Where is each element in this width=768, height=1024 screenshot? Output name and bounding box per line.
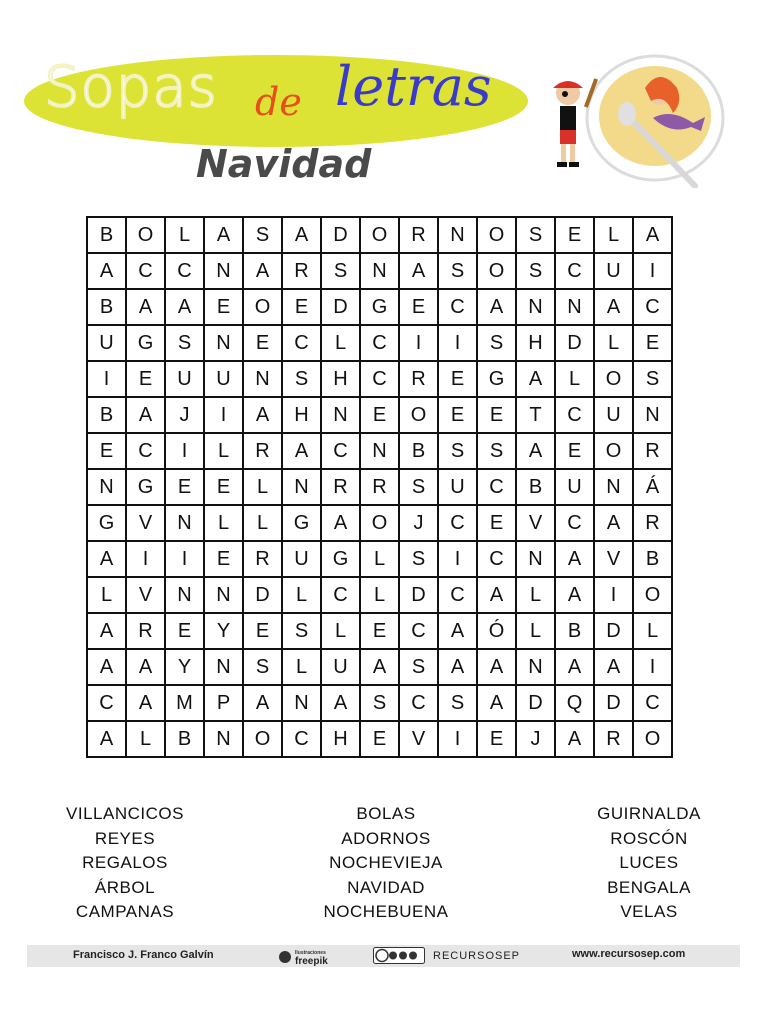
grid-cell: N — [360, 253, 399, 289]
grid-cell: E — [633, 325, 672, 361]
grid-cell: E — [555, 217, 594, 253]
grid-cell: S — [399, 649, 438, 685]
grid-cell: S — [243, 217, 282, 253]
grid-cell: N — [204, 577, 243, 613]
grid-cell: E — [438, 397, 477, 433]
grid-cell: C — [360, 325, 399, 361]
grid-cell: L — [555, 361, 594, 397]
grid-cell: E — [360, 613, 399, 649]
grid-cell: A — [204, 217, 243, 253]
grid-cell: E — [204, 289, 243, 325]
grid-cell: N — [87, 469, 126, 505]
footer-website-link[interactable]: www.recursosep.com — [572, 948, 686, 960]
grid-cell: C — [282, 325, 321, 361]
grid-cell: I — [399, 325, 438, 361]
grid-cell: C — [555, 253, 594, 289]
grid-cell: L — [87, 577, 126, 613]
grid-cell: A — [87, 649, 126, 685]
grid-cell: E — [243, 325, 282, 361]
word-item: ADORNOS — [341, 828, 431, 848]
grid-cell: G — [282, 505, 321, 541]
grid-cell: N — [555, 289, 594, 325]
grid-cell: N — [516, 541, 555, 577]
grid-cell: C — [438, 505, 477, 541]
grid-cell: E — [555, 433, 594, 469]
grid-cell: O — [126, 217, 165, 253]
grid-cell: I — [633, 649, 672, 685]
grid-cell: O — [243, 721, 282, 757]
grid-cell: B — [399, 433, 438, 469]
footer-brand: RECURSOSEP — [433, 950, 521, 962]
grid-cell: D — [594, 685, 633, 721]
grid-cell: O — [633, 721, 672, 757]
grid-cell: E — [165, 613, 204, 649]
grid-cell: H — [282, 397, 321, 433]
grid-cell: A — [126, 289, 165, 325]
grid-cell: O — [594, 361, 633, 397]
grid-cell: O — [594, 433, 633, 469]
grid-row — [87, 253, 672, 289]
grid-row — [87, 649, 672, 685]
creative-commons-icon — [373, 947, 425, 964]
footer-author: Francisco J. Franco Galvín — [73, 949, 214, 961]
grid-cell: L — [360, 541, 399, 577]
grid-cell: C — [321, 577, 360, 613]
grid-cell: E — [399, 289, 438, 325]
grid-cell: E — [477, 505, 516, 541]
grid-cell: A — [126, 685, 165, 721]
grid-row — [87, 577, 672, 613]
word-column-2 — [276, 802, 496, 925]
grid-row — [87, 505, 672, 541]
grid-cell: S — [477, 325, 516, 361]
grid-cell: L — [126, 721, 165, 757]
grid-cell: R — [399, 361, 438, 397]
grid-cell: L — [204, 433, 243, 469]
grid-cell: C — [282, 721, 321, 757]
word-column-1 — [15, 802, 235, 925]
grid-cell: G — [126, 325, 165, 361]
word-item: NOCHEVIEJA — [329, 853, 443, 872]
grid-cell: S — [399, 541, 438, 577]
grid-cell: J — [399, 505, 438, 541]
grid-row — [87, 721, 672, 757]
grid-cell: A — [87, 541, 126, 577]
grid-cell: R — [633, 433, 672, 469]
grid-cell: Q — [555, 685, 594, 721]
grid-cell: V — [126, 505, 165, 541]
grid-cell: O — [243, 289, 282, 325]
grid-cell: B — [87, 397, 126, 433]
grid-cell: U — [165, 361, 204, 397]
grid-row — [87, 613, 672, 649]
grid-cell: A — [87, 613, 126, 649]
page-subtitle: Navidad — [196, 142, 372, 186]
grid-cell: L — [282, 649, 321, 685]
grid-cell: H — [516, 325, 555, 361]
grid-cell: U — [204, 361, 243, 397]
grid-cell: N — [204, 649, 243, 685]
grid-cell: S — [399, 469, 438, 505]
grid-cell: A — [516, 433, 555, 469]
word-item: REYES — [94, 828, 156, 848]
grid-cell: I — [165, 433, 204, 469]
grid-cell: C — [126, 253, 165, 289]
grid-row — [87, 397, 672, 433]
word-item: BENGALA — [607, 877, 691, 897]
grid-row — [87, 541, 672, 577]
grid-cell: A — [321, 505, 360, 541]
grid-cell: V — [516, 505, 555, 541]
grid-cell: Y — [165, 649, 204, 685]
grid-cell: S — [282, 613, 321, 649]
grid-cell: R — [594, 721, 633, 757]
grid-cell: Á — [633, 469, 672, 505]
grid-cell: C — [555, 397, 594, 433]
freepik-logo — [277, 946, 347, 966]
grid-cell: V — [594, 541, 633, 577]
grid-cell: O — [477, 253, 516, 289]
grid-cell: S — [165, 325, 204, 361]
grid-cell: Y — [204, 613, 243, 649]
grid-cell: L — [516, 613, 555, 649]
grid-cell: N — [594, 469, 633, 505]
grid-cell: I — [438, 541, 477, 577]
grid-cell: D — [321, 217, 360, 253]
grid-cell: A — [594, 649, 633, 685]
grid-cell: L — [360, 577, 399, 613]
grid-cell: I — [165, 541, 204, 577]
grid-cell: H — [321, 361, 360, 397]
grid-cell: B — [87, 289, 126, 325]
grid-cell: G — [87, 505, 126, 541]
grid-cell: L — [165, 217, 204, 253]
word-item: GUIRNALDA — [597, 804, 701, 823]
grid-cell: O — [360, 505, 399, 541]
grid-cell: P — [204, 685, 243, 721]
grid-cell: A — [555, 577, 594, 613]
grid-cell: A — [594, 505, 633, 541]
grid-cell: S — [477, 433, 516, 469]
grid-cell: E — [360, 721, 399, 757]
grid-cell: S — [282, 361, 321, 397]
grid-cell: O — [477, 217, 516, 253]
grid-cell: I — [438, 721, 477, 757]
word-item: VELAS — [620, 902, 678, 921]
grid-cell: B — [555, 613, 594, 649]
grid-cell: A — [126, 649, 165, 685]
grid-cell: E — [438, 361, 477, 397]
grid-cell: U — [594, 253, 633, 289]
grid-cell: D — [516, 685, 555, 721]
grid-cell: N — [204, 325, 243, 361]
grid-cell: N — [438, 217, 477, 253]
word-item: REGALOS — [82, 853, 168, 872]
grid-cell: N — [165, 577, 204, 613]
grid-row — [87, 289, 672, 325]
grid-cell: M — [165, 685, 204, 721]
grid-cell: D — [321, 289, 360, 325]
grid-cell: A — [126, 397, 165, 433]
grid-cell: C — [399, 613, 438, 649]
grid-cell: R — [282, 253, 321, 289]
grid-cell: I — [438, 325, 477, 361]
word-item: ÁRBOL — [94, 877, 156, 897]
title-sopas: Sopas — [44, 55, 218, 120]
grid-cell: A — [87, 721, 126, 757]
grid-cell: A — [282, 433, 321, 469]
grid-cell: N — [282, 685, 321, 721]
grid-cell: E — [165, 469, 204, 505]
grid-cell: L — [594, 217, 633, 253]
grid-cell: D — [555, 325, 594, 361]
grid-cell: S — [360, 685, 399, 721]
grid-cell: A — [633, 217, 672, 253]
grid-cell: O — [633, 577, 672, 613]
grid-cell: N — [165, 505, 204, 541]
grid-cell: C — [360, 361, 399, 397]
freepik-text: freepik — [295, 956, 328, 966]
grid-cell: B — [633, 541, 672, 577]
grid-cell: U — [321, 649, 360, 685]
grid-cell: A — [594, 289, 633, 325]
grid-cell: A — [165, 289, 204, 325]
grid-cell: N — [243, 361, 282, 397]
grid-cell: A — [399, 253, 438, 289]
grid-cell: E — [477, 397, 516, 433]
grid-row — [87, 217, 672, 253]
grid-cell: N — [204, 253, 243, 289]
grid-cell: R — [399, 217, 438, 253]
grid-cell: R — [243, 433, 282, 469]
grid-cell: L — [516, 577, 555, 613]
grid-cell: U — [555, 469, 594, 505]
grid-cell: L — [282, 577, 321, 613]
word-item: ROSCÓN — [610, 828, 688, 848]
grid-cell: L — [321, 613, 360, 649]
grid-cell: R — [243, 541, 282, 577]
grid-cell: A — [360, 649, 399, 685]
grid-cell: I — [87, 361, 126, 397]
grid-cell: S — [438, 685, 477, 721]
grid-cell: L — [204, 505, 243, 541]
grid-cell: S — [243, 649, 282, 685]
grid-cell: N — [321, 397, 360, 433]
word-item: CAMPANAS — [75, 902, 175, 921]
grid-row — [87, 433, 672, 469]
grid-cell: A — [87, 253, 126, 289]
grid-cell: B — [516, 469, 555, 505]
grid-cell: E — [477, 721, 516, 757]
title-letras: letras — [335, 55, 492, 118]
word-item: BOLAS — [356, 804, 416, 823]
grid-cell: C — [399, 685, 438, 721]
grid-cell: T — [516, 397, 555, 433]
grid-row — [87, 361, 672, 397]
grid-cell: N — [516, 649, 555, 685]
grid-cell: B — [87, 217, 126, 253]
grid-cell: A — [477, 289, 516, 325]
grid-row — [87, 325, 672, 361]
grid-cell: R — [321, 469, 360, 505]
grid-cell: E — [87, 433, 126, 469]
grid-cell: C — [633, 289, 672, 325]
grid-cell: V — [399, 721, 438, 757]
grid-cell: I — [204, 397, 243, 433]
grid-cell: N — [282, 469, 321, 505]
grid-cell: L — [243, 505, 282, 541]
grid-cell: D — [594, 613, 633, 649]
grid-cell: L — [633, 613, 672, 649]
grid-cell: N — [633, 397, 672, 433]
word-item: NAVIDAD — [347, 877, 425, 897]
grid-cell: A — [243, 397, 282, 433]
grid-cell: H — [321, 721, 360, 757]
grid-cell: N — [516, 289, 555, 325]
grid-cell: D — [399, 577, 438, 613]
title-de: de — [255, 80, 302, 124]
grid-cell: L — [594, 325, 633, 361]
grid-cell: R — [360, 469, 399, 505]
grid-cell: J — [165, 397, 204, 433]
grid-cell: S — [321, 253, 360, 289]
grid-cell: C — [87, 685, 126, 721]
grid-cell: Ó — [477, 613, 516, 649]
letter-grid — [86, 216, 673, 758]
grid-cell: G — [477, 361, 516, 397]
grid-cell: G — [126, 469, 165, 505]
grid-cell: A — [477, 649, 516, 685]
grid-cell: A — [243, 253, 282, 289]
grid-cell: J — [516, 721, 555, 757]
grid-cell: U — [438, 469, 477, 505]
grid-cell: E — [204, 469, 243, 505]
grid-cell: E — [282, 289, 321, 325]
word-item: VILLANCICOS — [66, 804, 184, 823]
grid-cell: I — [594, 577, 633, 613]
grid-cell: A — [438, 649, 477, 685]
grid-cell: A — [555, 541, 594, 577]
grid-cell: L — [321, 325, 360, 361]
grid-cell: C — [477, 469, 516, 505]
grid-cell: L — [243, 469, 282, 505]
grid-cell: S — [438, 433, 477, 469]
grid-cell: C — [126, 433, 165, 469]
grid-cell: U — [87, 325, 126, 361]
word-column-3 — [539, 802, 759, 925]
grid-cell: O — [399, 397, 438, 433]
grid-cell: U — [282, 541, 321, 577]
grid-cell: E — [360, 397, 399, 433]
grid-cell: C — [555, 505, 594, 541]
grid-cell: A — [477, 577, 516, 613]
kids-soup-illustration — [535, 48, 745, 188]
grid-cell: S — [516, 253, 555, 289]
footer-bar — [27, 945, 740, 967]
grid-cell: C — [165, 253, 204, 289]
grid-cell: R — [126, 613, 165, 649]
grid-cell: C — [477, 541, 516, 577]
grid-cell: C — [438, 289, 477, 325]
grid-cell: C — [321, 433, 360, 469]
grid-cell: V — [126, 577, 165, 613]
grid-cell: N — [360, 433, 399, 469]
grid-cell: O — [360, 217, 399, 253]
grid-cell: E — [243, 613, 282, 649]
freepik-small-text: Ilustraciones — [295, 950, 326, 956]
grid-cell: N — [204, 721, 243, 757]
grid-cell: A — [321, 685, 360, 721]
grid-cell: G — [360, 289, 399, 325]
grid-cell: A — [516, 361, 555, 397]
grid-cell: C — [633, 685, 672, 721]
grid-cell: A — [555, 649, 594, 685]
grid-cell: S — [633, 361, 672, 397]
grid-cell: A — [243, 685, 282, 721]
grid-cell: A — [555, 721, 594, 757]
word-item: LUCES — [619, 853, 679, 872]
grid-cell: I — [126, 541, 165, 577]
grid-cell: B — [165, 721, 204, 757]
grid-cell: R — [633, 505, 672, 541]
grid-cell: D — [243, 577, 282, 613]
grid-row — [87, 685, 672, 721]
grid-cell: S — [438, 253, 477, 289]
grid-cell: I — [633, 253, 672, 289]
grid-cell: E — [204, 541, 243, 577]
grid-cell: G — [321, 541, 360, 577]
grid-row — [87, 469, 672, 505]
grid-cell: A — [477, 685, 516, 721]
grid-cell: A — [282, 217, 321, 253]
grid-cell: E — [126, 361, 165, 397]
grid-cell: C — [438, 577, 477, 613]
grid-cell: S — [516, 217, 555, 253]
grid-cell: U — [594, 397, 633, 433]
grid-cell: A — [438, 613, 477, 649]
word-item: NOCHEBUENA — [323, 902, 449, 921]
